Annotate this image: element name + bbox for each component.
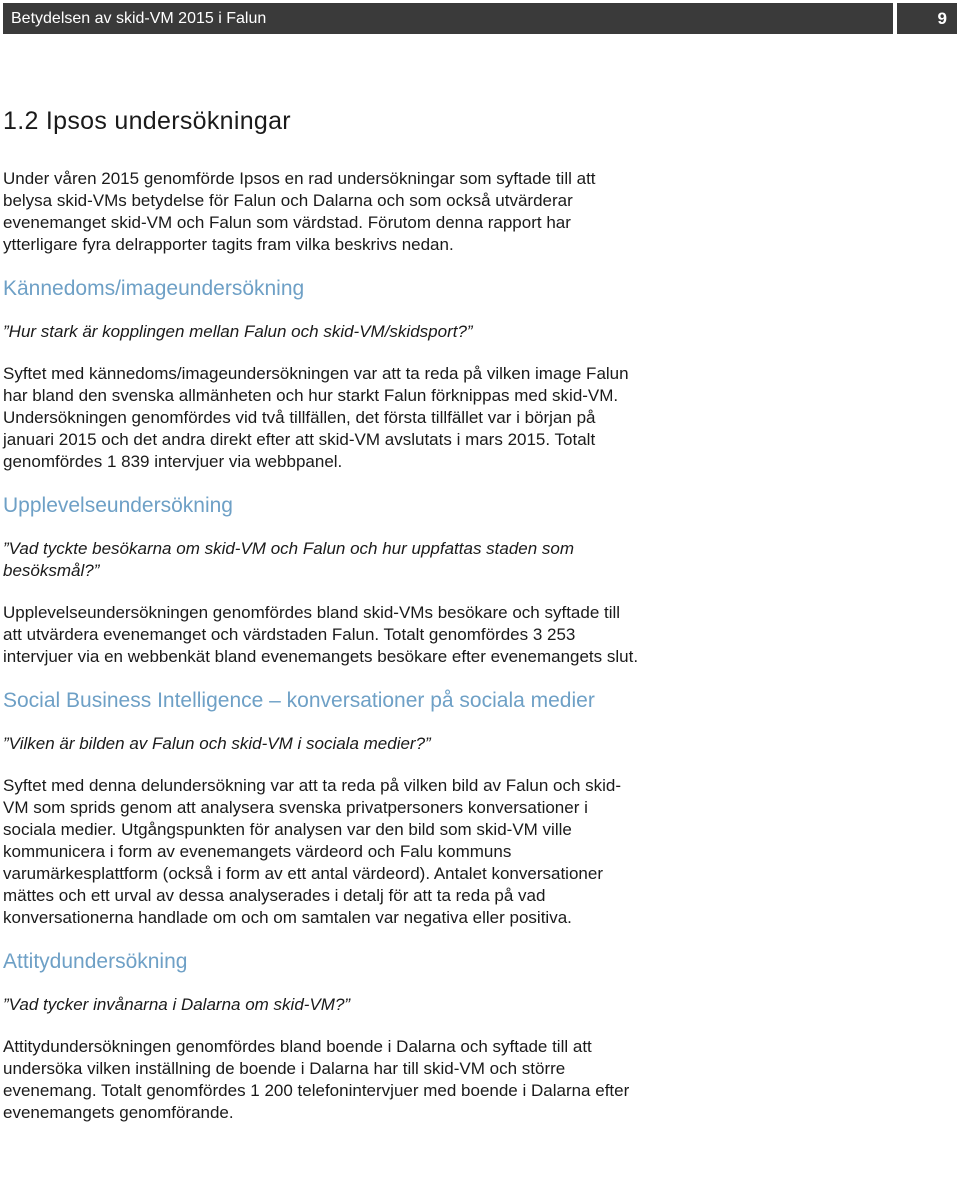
subsection-body-upplevelse: Upplevelseundersökningen genomfördes bland skid-VMs besökare och syftade till att utvärdera evenemanget och värdstaden Falun. Totalt genomfördes 3 253 intervjuer via en webbenkät bland evenemangets besökare efter evenemangets slut. bbox=[3, 603, 639, 666]
subsection-body-social: Syftet med denna delundersökning var att ta reda på vilken bild av Falun och skid-VM som sprids genom att analysera svenska privatpersoners konversationer i sociala medier. Utgångspunkten för analysen var den bild som skid-VM ville kommunicera i form av evenemangets värdeord och Falu kommuns varumärkesplattform (också i form av ett antal värdeord). Antalet konversationer mättes och ett urval av dessa analyserades i detalj för att ta reda på vad konversationerna handlade om och om samtalen var negativa eller positiva. bbox=[3, 776, 622, 927]
intro-paragraph: Under våren 2015 genomförde Ipsos en rad undersökningar som syftade till att belysa skid-VMs betydelse för Falun och Dalarna och som också utvärderar evenemanget skid-VM och Falun som värdstad. Förutom denna rapport har ytterligare fyra delrapporter tagits fram vilka beskrivs nedan. bbox=[3, 169, 596, 254]
subsection-heading-social: Social Business Intelligence – konversationer på sociala medier bbox=[3, 689, 595, 712]
page-number: 9 bbox=[897, 3, 957, 34]
subsection-question-kannedom: ”Hur stark är kopplingen mellan Falun och skid-VM/skidsport?” bbox=[3, 322, 473, 341]
page-header bbox=[3, 3, 957, 34]
subsection-question-attityd: ”Vad tycker invånarna i Dalarna om skid-VM?” bbox=[3, 995, 351, 1014]
section-title: 1.2 Ipsos undersökningar bbox=[3, 107, 291, 135]
subsection-heading-kannedom: Kännedoms/imageundersökning bbox=[3, 277, 305, 300]
document-body bbox=[3, 104, 643, 1143]
subsection-heading-attityd: Attitydundersökning bbox=[3, 950, 188, 973]
subsection-question-upplevelse: ”Vad tyckte besökarna om skid-VM och Falun och hur uppfattas staden som besöksmål?” bbox=[3, 539, 575, 580]
header-title: Betydelsen av skid-VM 2015 i Falun bbox=[3, 3, 893, 34]
subsection-body-attityd: Attitydundersökningen genomfördes bland boende i Dalarna och syftade till att undersöka vilken inställning de boende i Dalarna har till skid-VM och större evenemang. Totalt genomfördes 1 200 telefonintervjuer med boende i Dalarna efter evenemangets genomförande. bbox=[3, 1037, 630, 1122]
subsection-heading-upplevelse: Upplevelseundersökning bbox=[3, 494, 233, 517]
subsection-body-kannedom: Syftet med kännedoms/imageundersökningen var att ta reda på vilken image Falun har bland den svenska allmänheten och hur starkt Falun förknippas med skid-VM. Undersökningen genomfördes vid två tillfällen, det första tillfället var i början på januari 2015 och det andra direkt efter att skid-VM avslutats i mars 2015. Totalt genomfördes 1 839 intervjuer via webbpanel. bbox=[3, 364, 629, 471]
subsection-question-social: ”Vilken är bilden av Falun och skid-VM i sociala medier?” bbox=[3, 734, 431, 753]
